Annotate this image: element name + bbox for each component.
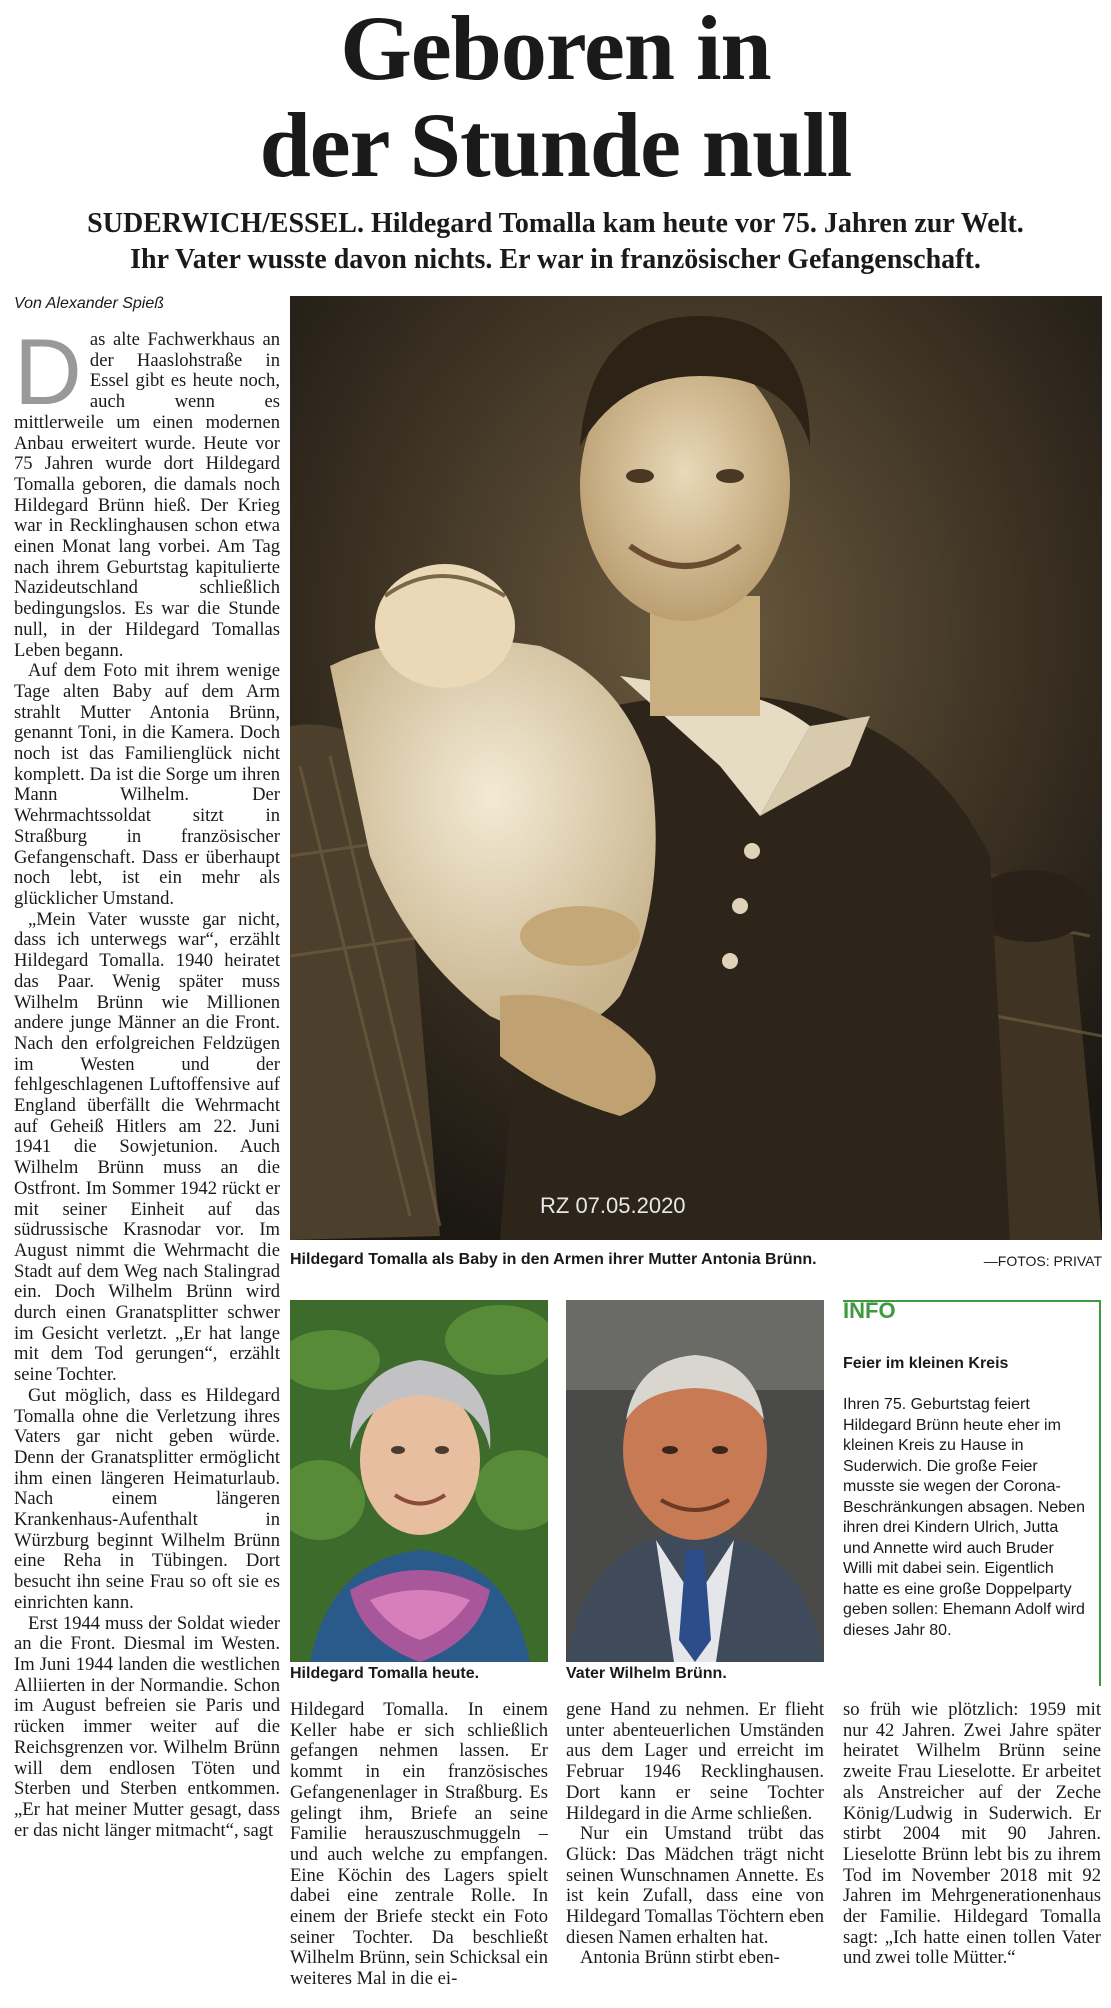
paragraph-text: as alte Fachwerkhaus an der Haaslohstraße in Essel gibt es heute noch, auch wenn es mittlerweile um einen modernen Anbau erweitert wurde. Heute vor 75 Jahren wurde dort Hildegard Tomalla geboren, die damals noch Hildegard Brünn hieß. Der Krieg war in Recklinghausen schon etwa einen Monat lang vorbei. Am Tag nach ihrem Geburtstag kapitulierte Nazideutschland schließlich bedingungslos. Es war die Stunde null, in der Hildegard Tomallas Leben begann. <box>14 330 280 661</box>
paragraph: „Mein Vater wusste gar nicht, dass ich unterwegs war“, erzählt Hildegard Tomalla. 1940 heiratet das Paar. Wenig später muss Wilhelm Brünn wie Millionen andere junge Männer an die Front. Nach den erfolgreichen Feldzügen im Westen und der fehlgeschlagenen Luftoffensive auf England überfällt die Wehrmacht auf Geheiß Hitlers am 22. Juni 1941 die Sowjetunion. Auch Wilhelm Brünn muss an die Ostfront. Im Sommer 1942 rückt er mit seiner Einheit auf das südrussische Krasnodar vor. Im August nimmt die Wehrmacht die Stadt auf dem Weg nach Stalingrad ein. Doch Wilhelm Brünn wird durch einen Granatsplitter schwer im Gesicht verletzt. „Er hat lange mit dem Tod gerungen“, erzählt seine Tochter. <box>14 908 280 1386</box>
main-photo-caption: Hildegard Tomalla als Baby in den Armen ihrer Mutter Antonia Brünn. <box>290 1251 817 1268</box>
photo3-caption: Vater Wilhelm Brünn. <box>566 1665 727 1682</box>
drop-cap: D <box>14 330 82 424</box>
main-photo <box>290 296 1102 1240</box>
paragraph: Nur ein Umstand trübt das Glück: Das Mädchen trägt nicht seinen Wunschnamen Annette. Es ist kein Zufall, dass eine von Hildegard Tomallas Töchtern eben diesen Namen erhalten hat. <box>566 1823 824 1948</box>
paragraph: gene Hand zu nehmen. Er flieht unter abenteuerlichen Umständen aus dem Lager und erreicht im Februar 1946 Recklinghausen. Dort kann er seine Tochter Hildegard in die Arme schließen. <box>566 1700 824 1824</box>
mother-with-baby-image <box>290 296 1102 1240</box>
info-title: Feier im kleinen Kreis <box>843 1355 1009 1372</box>
wilhelm-bruenn-image <box>566 1300 824 1662</box>
headline-line-2: der Stunde null <box>259 94 852 196</box>
photo2-caption: Hildegard Tomalla heute. <box>290 1665 480 1682</box>
photo-credit: —FOTOS: PRIVAT <box>983 1253 1102 1269</box>
subheadline <box>20 206 1091 278</box>
article-column-2 <box>290 1700 548 2005</box>
article-column-4 <box>843 1700 1101 2005</box>
paragraph: Hildegard Tomalla. In einem Keller habe er sich schließlich gefangen nehmen lassen. Er kommt in ein französisches Gefangenenlager in Straßburg. Es gelingt ihm, Briefe an seine Familie herauszuschmuggeln – und auch welche zu empfangen. Eine Köchin des Lagers spielt dabei eine zentrale Rolle. In einem der Briefe steckt ein Foto seiner Tochter. Da beschließt Wilhelm Brünn, sein Schicksal ein weiteres Mal in die ei- <box>290 1700 548 1990</box>
paragraph <box>14 330 280 661</box>
hildegard-today-image <box>290 1300 548 1662</box>
paragraph: Gut möglich, dass es Hildegard Tomalla ohne die Verletzung ihres Vaters gar nicht geben würde. Denn der Granatsplitter ermöglicht ihm einen längeren Heimaturlaub. Nach einem längeren Krankenhaus-Aufenthalt in Würzburg beginnt Wilhelm Brünn eine Reha in Tübingen. Dort besucht ihn seine Frau so oft sie es einrichten kann. <box>14 1384 280 1613</box>
paragraph: so früh wie plötzlich: 1959 mit nur 42 Jahren. Zwei Jahre später heiratet Wilhelm Brünn seine zweite Frau Lieselotte. Er arbeitet als Anstreicher auf der Zeche König/Ludwig in Suderwich. Er stirbt 2004 mit 90 Jahren. Lieselotte Brünn lebt bis zu ihrem Tod im November 2018 mit 92 Jahren im Mehrgenerationenhaus der Familie. Hildegard Tomalla sagt: „Ich hatte einen tollen Vater und zwei tolle Mütter.“ <box>843 1700 1101 1969</box>
paragraph: Antonia Brünn stirbt eben- <box>580 1947 780 1969</box>
subheadline-line-1: SUDERWICH/ESSEL. Hildegard Tomalla kam heute vor 75. Jahren zur Welt. <box>87 208 1024 239</box>
article-column-3 <box>566 1700 824 2005</box>
photo-hildegard-today <box>290 1300 548 1662</box>
paragraph: Auf dem Foto mit ihrem wenige Tage alten Baby auf dem Arm strahlt Mutter Antonia Brünn, genannt Toni, in die Kamera. Doch noch ist das Familienglück nicht komplett. Da ist die Sorge um ihren Mann Wilhelm. Der Wehrmachtssoldat sitzt in Straßburg in französischer Gefangenschaft. Dass er überhaupt noch lebt, ist ein mehr als glücklicher Umstand. <box>14 660 280 909</box>
headline-line-1: Geboren in <box>340 0 771 99</box>
paragraph: Erst 1944 muss der Soldat wieder an die Front. Diesmal im Westen. Im Juni 1944 landen die westlichen Alliierten in der Normandie. Schon im August befreien sie Paris und rücken immer weiter auf die Reichsgrenzen vor. Wilhelm Brünn will dem endlosen Töten und Sterben und Sterben entkommen. „Er hat meiner Mutter gesagt, dass er das nicht länger mitmacht“, sagt <box>14 1612 280 1841</box>
author-byline: Von Alexander Spieß <box>14 295 165 312</box>
photo-wilhelm-bruenn <box>566 1300 824 1662</box>
headline <box>0 0 1111 194</box>
subheadline-line-2: Ihr Vater wusste davon nichts. Er war in französischer Gefangenschaft. <box>130 244 981 275</box>
info-body: Ihren 75. Geburtstag feiert Hildegard Brünn heute eher im kleinen Kreis zu Hause in Suderwich. Die große Feier musste sie wegen der Corona-Beschränkungen absagen. Neben ihren drei Kindern Ulrich, Jutta und Annette wird auch Bruder Willi mit dabei sein. Eigentlich hatte es eine große Doppelparty geben sollen: Ehemann Adolf wird dieses Jahr 80. <box>843 1396 1085 1639</box>
info-label: INFO <box>843 1298 896 1323</box>
archive-stamp: RZ 07.05.2020 <box>540 1193 686 1218</box>
article-column-1 <box>14 330 280 2002</box>
